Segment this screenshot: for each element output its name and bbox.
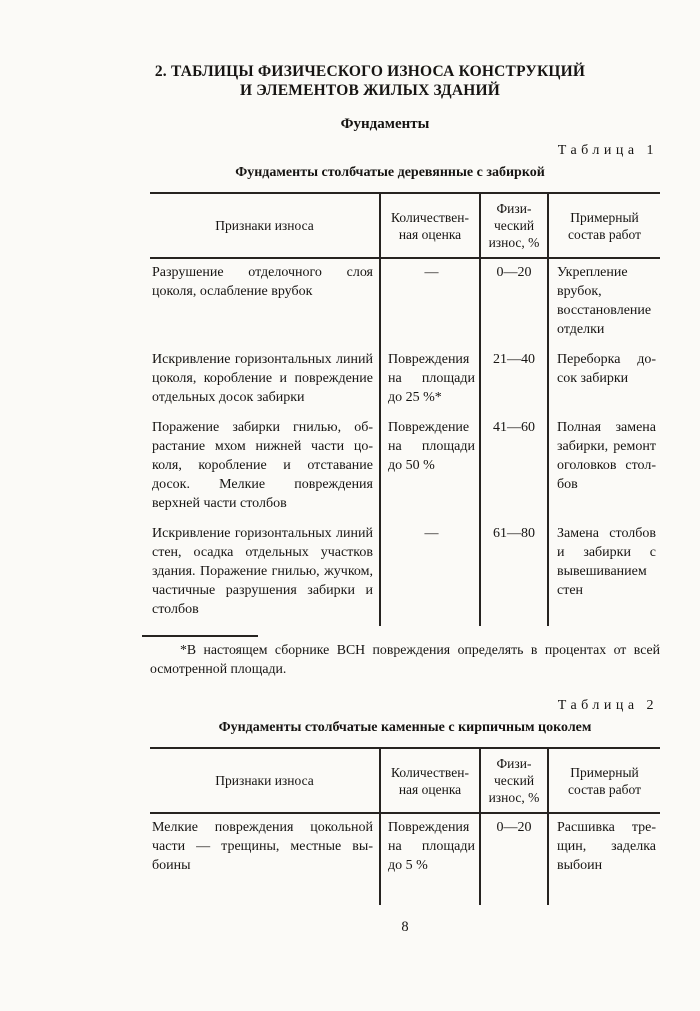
column-header-signs: Признаки износа <box>150 193 380 258</box>
column-header-signs: Признаки износа <box>150 748 380 813</box>
table2-label: Таблица 2 <box>557 698 658 713</box>
cell-quantity: Повреждения на площади до 25 %* <box>380 346 480 414</box>
cell-wear: 21—40 <box>480 346 548 414</box>
table-row <box>150 258 660 346</box>
cell-works: Переборка досок забирки <box>548 346 660 414</box>
table-row <box>150 346 660 414</box>
column-header-quantity: Количественная оценка <box>380 748 480 813</box>
table-row <box>150 813 660 905</box>
page-number: 8 <box>401 919 409 935</box>
cell-wear: 0—20 <box>480 813 548 905</box>
cell-works: Замена столбов и забирки с вывешиванием стен <box>548 520 660 626</box>
table-row <box>150 414 660 520</box>
wear-table-2 <box>150 747 660 905</box>
cell-works: Полная замена забирки, ремонт оголовков столбов <box>548 414 660 520</box>
footnote-separator <box>142 635 258 637</box>
cell-signs: Искривление горизонтальных линий стен, осадка отдельных участков здания. Поражение гнилью, жучком, частичные разрушения забирки и столбов <box>152 526 373 617</box>
cell-works: Укрепление врубок, восстановление отделки <box>548 258 660 346</box>
cell-wear: 61—80 <box>480 520 548 626</box>
footnote: *В настоящем сборнике ВСН повреждения определять в процентах от всей осмотренной площади. <box>150 642 660 676</box>
table1-subtitle: Фундаменты столбчатые деревянные с забиркой <box>235 165 545 180</box>
cell-wear: 0—20 <box>480 258 548 346</box>
column-header-wear: Физический износ, % <box>480 748 548 813</box>
table2-header-row <box>150 748 660 813</box>
table2-subtitle: Фундаменты столбчатые каменные с кирпичным цоколем <box>218 720 592 735</box>
document-page <box>150 62 660 936</box>
wear-table-1 <box>150 192 660 626</box>
cell-signs: Поражение забирки гнилью, обрастание мхом нижней части цоколя, коробление и отставание досок. Мелкие повреждения верхней части столбов <box>152 420 373 511</box>
column-header-quantity: Количественная оценка <box>380 193 480 258</box>
column-header-works: Примерный состав работ <box>548 748 660 813</box>
cell-quantity: — <box>380 258 480 346</box>
cell-quantity: Повреждение на площади до 50 % <box>380 414 480 520</box>
cell-signs: Искривление горизонтальных линий цоколя, коробление и повреждение отдельных досок забирки <box>152 352 373 405</box>
cell-quantity: — <box>380 520 480 626</box>
page-title <box>150 62 590 100</box>
cell-signs: Мелкие повреждения цокольной части — трещины, местные выбоины <box>152 820 373 873</box>
cell-quantity: Повреждения на площади до 5 % <box>380 813 480 905</box>
table-row <box>150 520 660 626</box>
cell-wear: 41—60 <box>480 414 548 520</box>
column-header-wear: Физический износ, % <box>480 193 548 258</box>
section-heading: Фундаменты <box>340 116 430 132</box>
cell-works: Расшивка трещин, заделка выбоин <box>548 813 660 905</box>
table1-header-row <box>150 193 660 258</box>
column-header-works: Примерный состав работ <box>548 193 660 258</box>
page-title-line2: И ЭЛЕМЕНТОВ ЖИЛЫХ ЗДАНИЙ <box>239 82 501 99</box>
page-title-line1: 2. ТАБЛИЦЫ ФИЗИЧЕСКОГО ИЗНОСА КОНСТРУКЦИЙ <box>154 63 586 80</box>
table1-label: Таблица 1 <box>557 143 658 158</box>
cell-signs: Разрушение отделочного слоя цоколя, ослабление врубок <box>152 265 373 299</box>
